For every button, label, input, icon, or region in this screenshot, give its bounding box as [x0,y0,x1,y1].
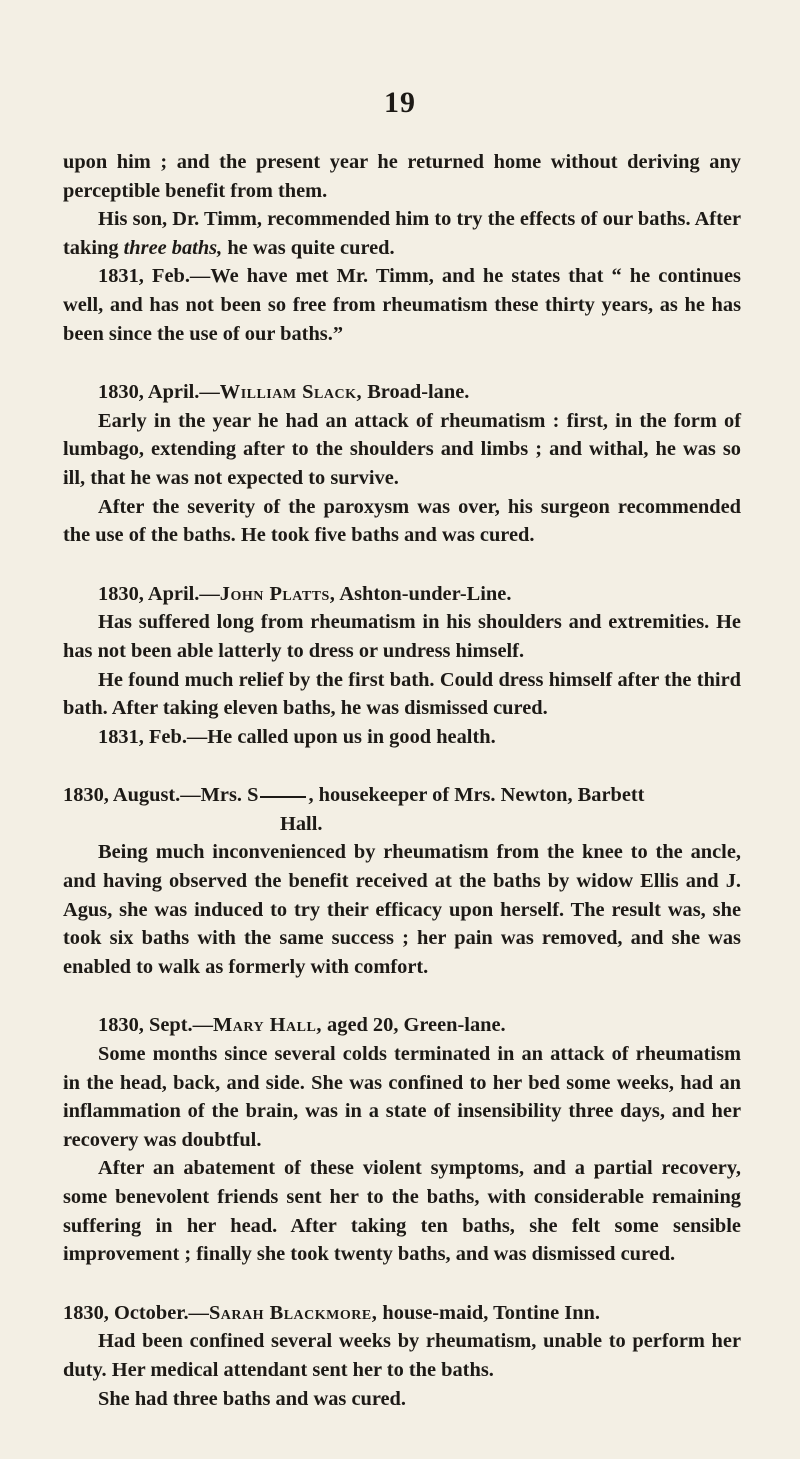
entry-date: 1830, August.— [63,784,201,807]
paragraph: Early in the year he had an attack of rheumatism : first, in the form of lumbago, extending after to the shoulders and limbs ; and withal, he was so ill, that he was not expected to survive. [63,409,741,489]
paragraph: 1831, Feb.—He called upon us in good health. [98,725,496,748]
entry-heading [63,1011,741,1040]
paragraph: Has suffered long from rheumatism in his shoulders and extremities. He has not been able latterly to dress or undress himself. [63,611,741,662]
entry-place: Ashton-under-Line. [339,582,512,605]
entry-name: William Slack, [219,381,363,404]
paragraph: After an abatement of these violent symptoms, and a partial recovery, some benevolent friends sent her to the baths, with considerable remaining suffering in her head. After taking ten baths, she felt some sensible improvement ; finally she took twenty baths, and was dismissed cured. [63,1157,741,1266]
entry-heading [63,378,741,407]
paragraph-text: he was quite cured. [227,236,395,259]
paragraph-text: His son, Dr. Timm, recommended him to try the effects of our baths. After taking [63,208,741,259]
paragraph: Some months since several colds terminated in an attack of rheumatism in the head, back, and side. She was confined to her bed some weeks, had an inflammation of the brain, was in a state of insensibility three days, and her recovery was doubtful. [63,1043,741,1151]
paragraph: Being much inconvenienced by rheumatism from the knee to the ancle, and having observed the benefit received at the baths by widow Ellis and J. Agus, she was induced to try their efficacy upon herself. The result was, she took six baths with the same success ; her pain was removed, and she was enabled to walk as formerly with comfort. [63,841,741,978]
entry-place: Broad-lane. [367,381,470,404]
entry-place: aged 20, Green-lane. [327,1014,506,1037]
page-text [63,148,741,1413]
entry-heading [63,1299,741,1328]
dash-rule [260,796,306,798]
entry-place: house-maid, Tontine Inn. [382,1301,600,1324]
entry-date: 1830, Sept.— [98,1014,213,1037]
emphasis-text: three baths, [123,236,223,259]
entry-name: John Platts, [219,582,336,605]
paragraph: She had three baths and was cured. [98,1387,406,1410]
entry-date: 1830, October.— [63,1301,209,1324]
paragraph: upon him ; and the present year he returned home without deriving any perceptible benefit from them. [63,151,741,202]
paragraph: Had been confined several weeks by rheumatism, unable to perform her duty. Her medical attendant sent her to the baths. [63,1330,741,1381]
entry-name: Sarah Blackmore, [208,1301,378,1324]
paragraph: After the severity of the paroxysm was over, his surgeon recommended the use of the baths. He took five baths and was cured. [63,495,741,547]
paragraph: He found much relief by the first bath. Could dress himself after the third bath. After taking eleven baths, he was dismissed cured. [63,668,741,720]
entry-date: 1830, April.— [98,381,220,404]
paragraph: 1831, Feb.—We have met Mr. Timm, and he states that “ he continues well, and has not been so free from rheumatism these thirty years, as he has been since the use of our baths.” [63,265,741,345]
page-number: 19 [384,86,416,119]
entry-heading-continued: Hall. [280,812,323,835]
entry-heading [63,781,741,810]
paragraph [63,205,741,262]
entry-name: Mary Hall, [213,1014,322,1037]
entry-date: 1830, April.— [98,582,220,605]
entry-heading [63,580,741,609]
entry-name: Mrs. S [200,784,259,807]
entry-place: , housekeeper of Mrs. Newton, Barbett [308,784,645,807]
